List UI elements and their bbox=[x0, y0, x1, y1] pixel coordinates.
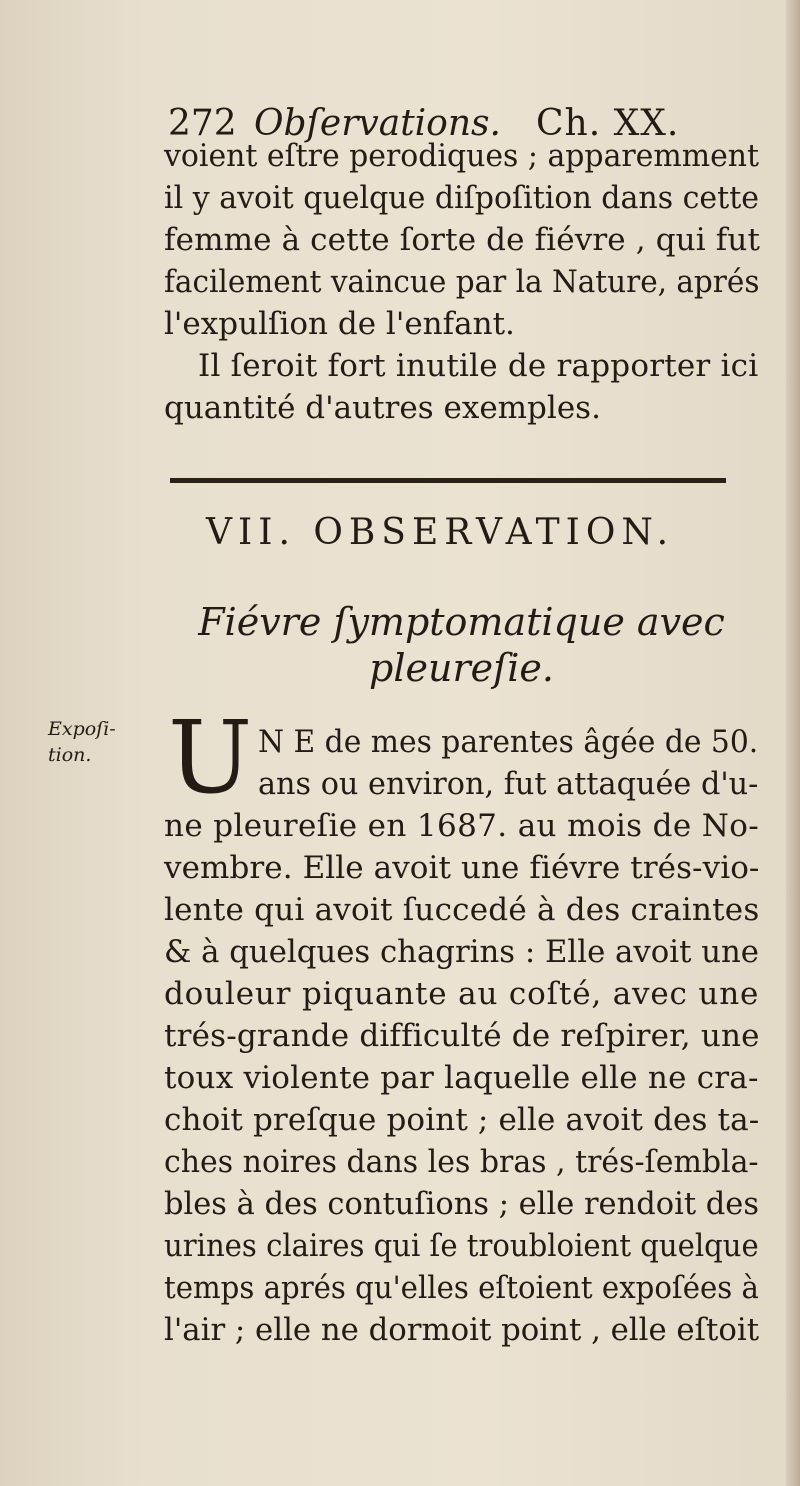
text-line: femme à cette ſorte de fiévre , qui fut bbox=[164, 222, 761, 258]
text-line: douleur piquante au coſté, avec une bbox=[164, 976, 760, 1012]
margin-note: Expoſi- bbox=[48, 718, 116, 740]
text-line: trés-grande difficulté de reſpirer, une bbox=[164, 1018, 760, 1054]
text-line: vembre. Elle avoit une fiévre trés-vio- bbox=[164, 850, 760, 886]
drop-cap: U bbox=[168, 699, 253, 816]
text-line: temps aprés qu'elles eſtoient expoſées à bbox=[164, 1270, 759, 1306]
observation-subtitle: Fiévre ſymptomatique avec bbox=[198, 600, 725, 644]
text-line: ne pleureſie en 1687. au mois de No- bbox=[164, 808, 760, 844]
text-line: il y avoit quelque diſpoſition dans cette bbox=[164, 180, 760, 216]
text-line: bles à des contuſions ; elle rendoit des bbox=[164, 1186, 759, 1222]
text-line: choit preſque point ; elle avoit des ta- bbox=[164, 1102, 760, 1138]
text-line: Il ſeroit fort inutile de rapporter ici bbox=[198, 348, 759, 384]
running-title: Obſervations. bbox=[254, 103, 501, 144]
text-line: lente qui avoit ſuccedé à des craintes bbox=[164, 892, 760, 928]
text-line: toux violente par laquelle elle ne cra- bbox=[164, 1060, 759, 1096]
text-line: urines claires qui ſe troubloient quelque bbox=[164, 1228, 759, 1264]
margin-note: tion. bbox=[48, 744, 92, 766]
text-line: facilement vaincue par la Nature, aprés bbox=[164, 264, 760, 300]
text-line: voient eſtre perodiques ; apparemment bbox=[164, 138, 760, 174]
text-line: N E de mes parentes âgée de 50. bbox=[258, 724, 759, 760]
text-line: l'expulſion de l'enfant. bbox=[164, 306, 515, 342]
text-line: & à quelques chagrins : Elle avoit une bbox=[164, 934, 760, 970]
text-line: quantité d'autres exemples. bbox=[164, 390, 601, 426]
section-heading: VII. OBSERVATION. bbox=[206, 512, 675, 553]
page-number: 272 bbox=[168, 103, 237, 144]
text-line: l'air ; elle ne dormoit point , elle eſtoit bbox=[164, 1312, 760, 1348]
page-edge bbox=[786, 0, 800, 1486]
text-line: ches noires dans les bras , trés-ſembla- bbox=[164, 1144, 759, 1180]
section-divider bbox=[170, 478, 726, 483]
observation-subtitle: pleureſie. bbox=[369, 646, 554, 690]
text-line: ans ou environ, fut attaquée d'u- bbox=[258, 766, 759, 802]
chapter-label: Ch. XX. bbox=[536, 103, 680, 144]
